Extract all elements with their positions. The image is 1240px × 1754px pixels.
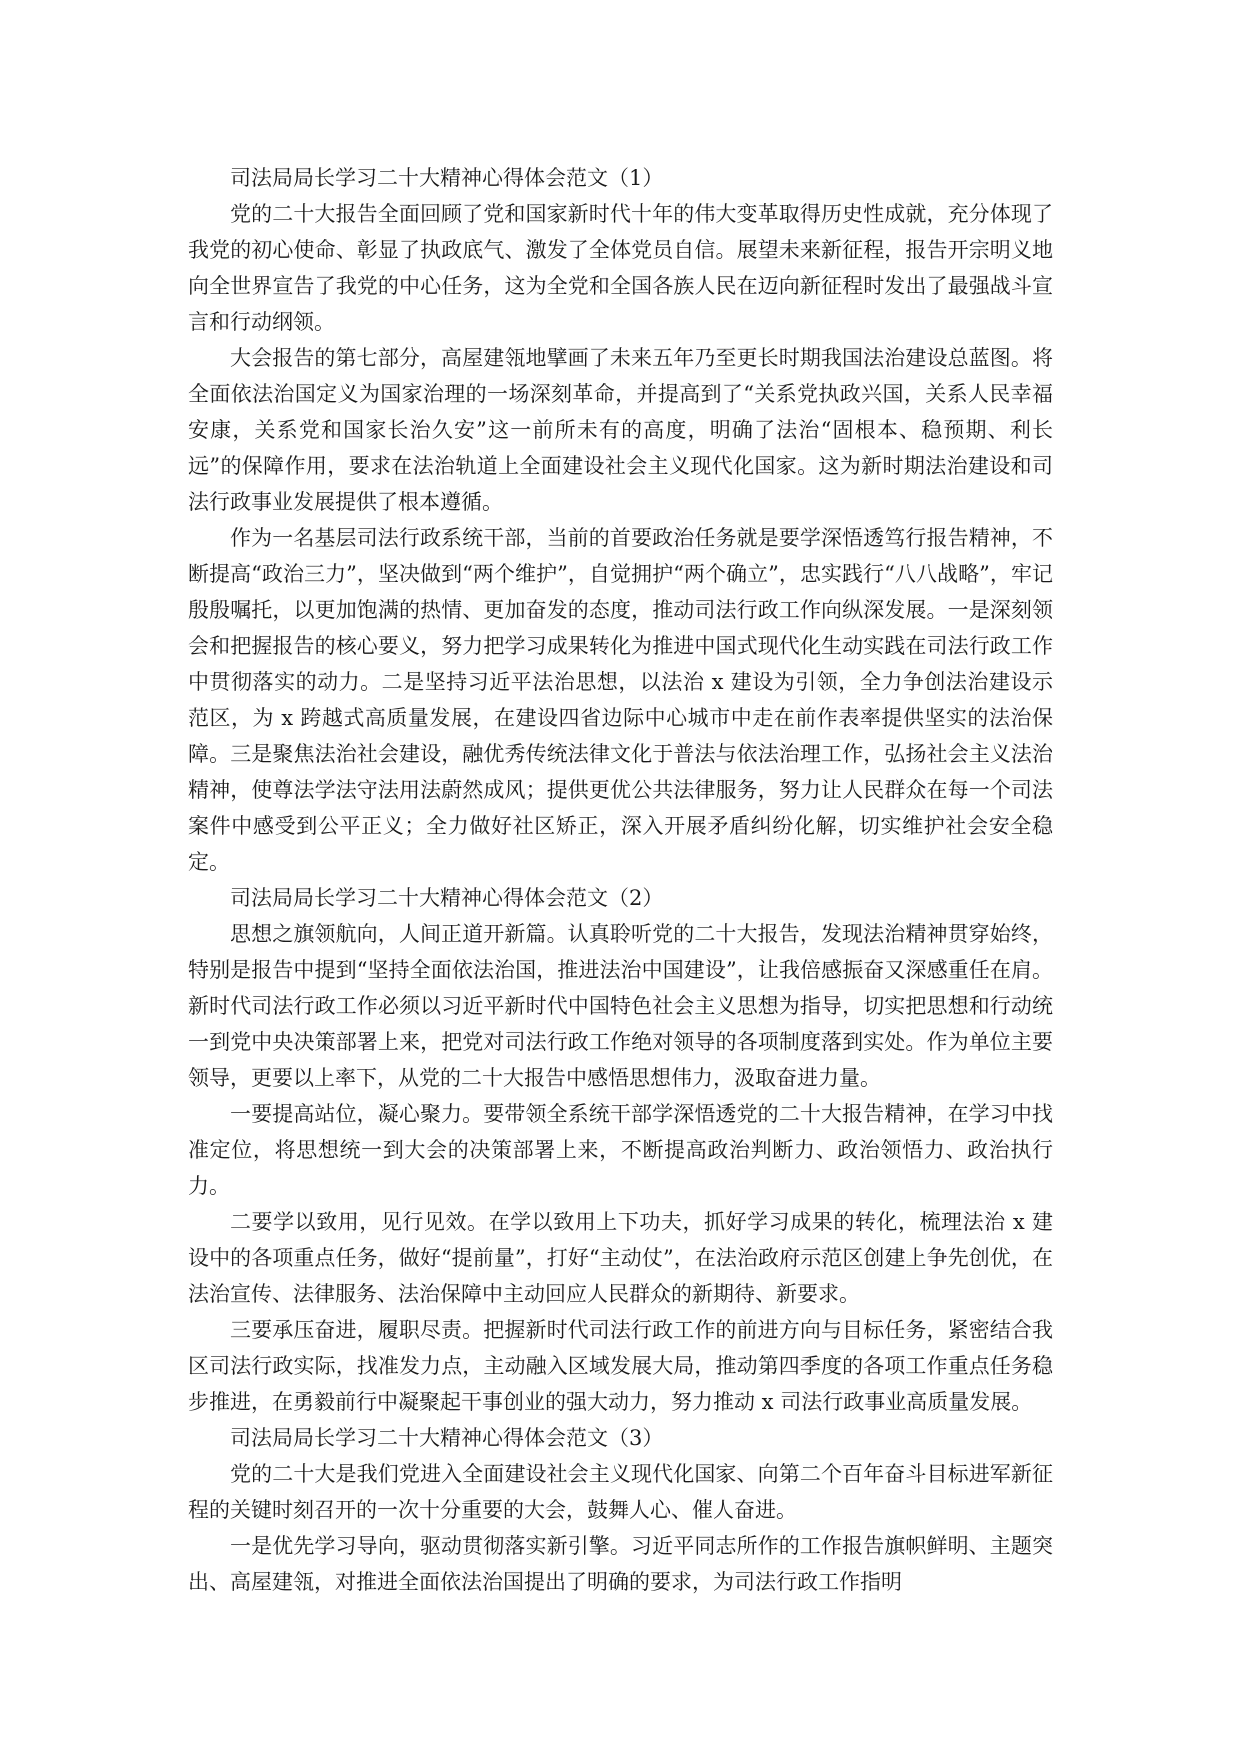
body-paragraph: 一要提高站位，凝心聚力。要带领全系统干部学深悟透党的二十大报告精神，在学习中找准定位，将思想统一到大会的决策部署上来，不断提高政治判断力、政治领悟力、政治执行力。 bbox=[188, 1102, 1053, 1198]
body-paragraph: 党的二十大是我们党进入全面建设社会主义现代化国家、向第二个百年奋斗目标进军新征程的关键时刻召开的一次十分重要的大会，鼓舞人心、催人奋进。 bbox=[188, 1462, 1053, 1522]
body-paragraph: 思想之旗领航向，人间正道开新篇。认真聆听党的二十大报告，发现法治精神贯穿始终，特别是报告中提到“坚持全面依法治国，推进法治中国建设”，让我倍感振奋又深感重任在肩。新时代司法行政工作必须以习近平新时代中国特色社会主义思想为指导，切实把思想和行动统一到党中央决策部署上来，把党对司法行政工作绝对领导的各项制度落到实处。作为单位主要领导，更要以上率下，从党的二十大报告中感悟思想伟力，汲取奋进力量。 bbox=[188, 922, 1053, 1090]
body-paragraph: 党的二十大报告全面回顾了党和国家新时代十年的伟大变革取得历史性成就，充分体现了我党的初心使命、彰显了执政底气、激发了全体党员自信。展望未来新征程，报告开宗明义地向全世界宣告了我党的中心任务，这为全党和全国各族人民在迈向新征程时发出了最强战斗宣言和行动纲领。 bbox=[188, 202, 1053, 334]
document-body bbox=[188, 160, 1053, 1600]
article-heading-2: 司法局局长学习二十大精神心得体会范文（2） bbox=[230, 886, 664, 910]
body-paragraph: 作为一名基层司法行政系统干部，当前的首要政治任务就是要学深悟透笃行报告精神，不断提高“政治三力”，坚决做到“两个维护”，自觉拥护“两个确立”，忠实践行“八八战略”，牢记殷殷嘱托，以更加饱满的热情、更加奋发的态度，推动司法行政工作向纵深发展。一是深刻领会和把握报告的核心要义，努力把学习成果转化为推进中国式现代化生动实践在司法行政工作中贯彻落实的动力。二是坚持习近平法治思想，以法治 x 建设为引领，全力争创法治建设示范区，为 x 跨越式高质量发展，在建设四省边际中心城市中走在前作表率提供坚实的法治保障。三是聚焦法治社会建设，融优秀传统法律文化于普法与依法治理工作，弘扬社会主义法治精神，使尊法学法守法用法蔚然成风；提供更优公共法律服务，努力让人民群众在每一个司法案件中感受到公平正义；全力做好社区矫正，深入开展矛盾纠纷化解，切实维护社会安全稳定。 bbox=[188, 526, 1053, 874]
article-heading-1: 司法局局长学习二十大精神心得体会范文（1） bbox=[230, 166, 664, 190]
body-paragraph: 一是优先学习导向，驱动贯彻落实新引擎。习近平同志所作的工作报告旗帜鲜明、主题突出、高屋建瓴，对推进全面依法治国提出了明确的要求，为司法行政工作指明 bbox=[188, 1534, 1053, 1594]
body-paragraph: 大会报告的第七部分，高屋建瓴地擘画了未来五年乃至更长时期我国法治建设总蓝图。将全面依法治国定义为国家治理的一场深刻革命，并提高到了“关系党执政兴国，关系人民幸福安康，关系党和国家长治久安”这一前所未有的高度，明确了法治“固根本、稳预期、利长远”的保障作用，要求在法治轨道上全面建设社会主义现代化国家。这为新时期法治建设和司法行政事业发展提供了根本遵循。 bbox=[188, 346, 1053, 514]
body-paragraph: 二要学以致用，见行见效。在学以致用上下功夫，抓好学习成果的转化，梳理法治 x 建设中的各项重点任务，做好“提前量”，打好“主动仗”，在法治政府示范区创建上争先创优，在法治宣传、法律服务、法治保障中主动回应人民群众的新期待、新要求。 bbox=[188, 1210, 1053, 1306]
article-heading-3: 司法局局长学习二十大精神心得体会范文（3） bbox=[230, 1426, 664, 1450]
body-paragraph: 三要承压奋进，履职尽责。把握新时代司法行政工作的前进方向与目标任务，紧密结合我区司法行政实际，找准发力点，主动融入区域发展大局，推动第四季度的各项工作重点任务稳步推进，在勇毅前行中凝聚起干事创业的强大动力，努力推动 x 司法行政事业高质量发展。 bbox=[188, 1318, 1053, 1414]
